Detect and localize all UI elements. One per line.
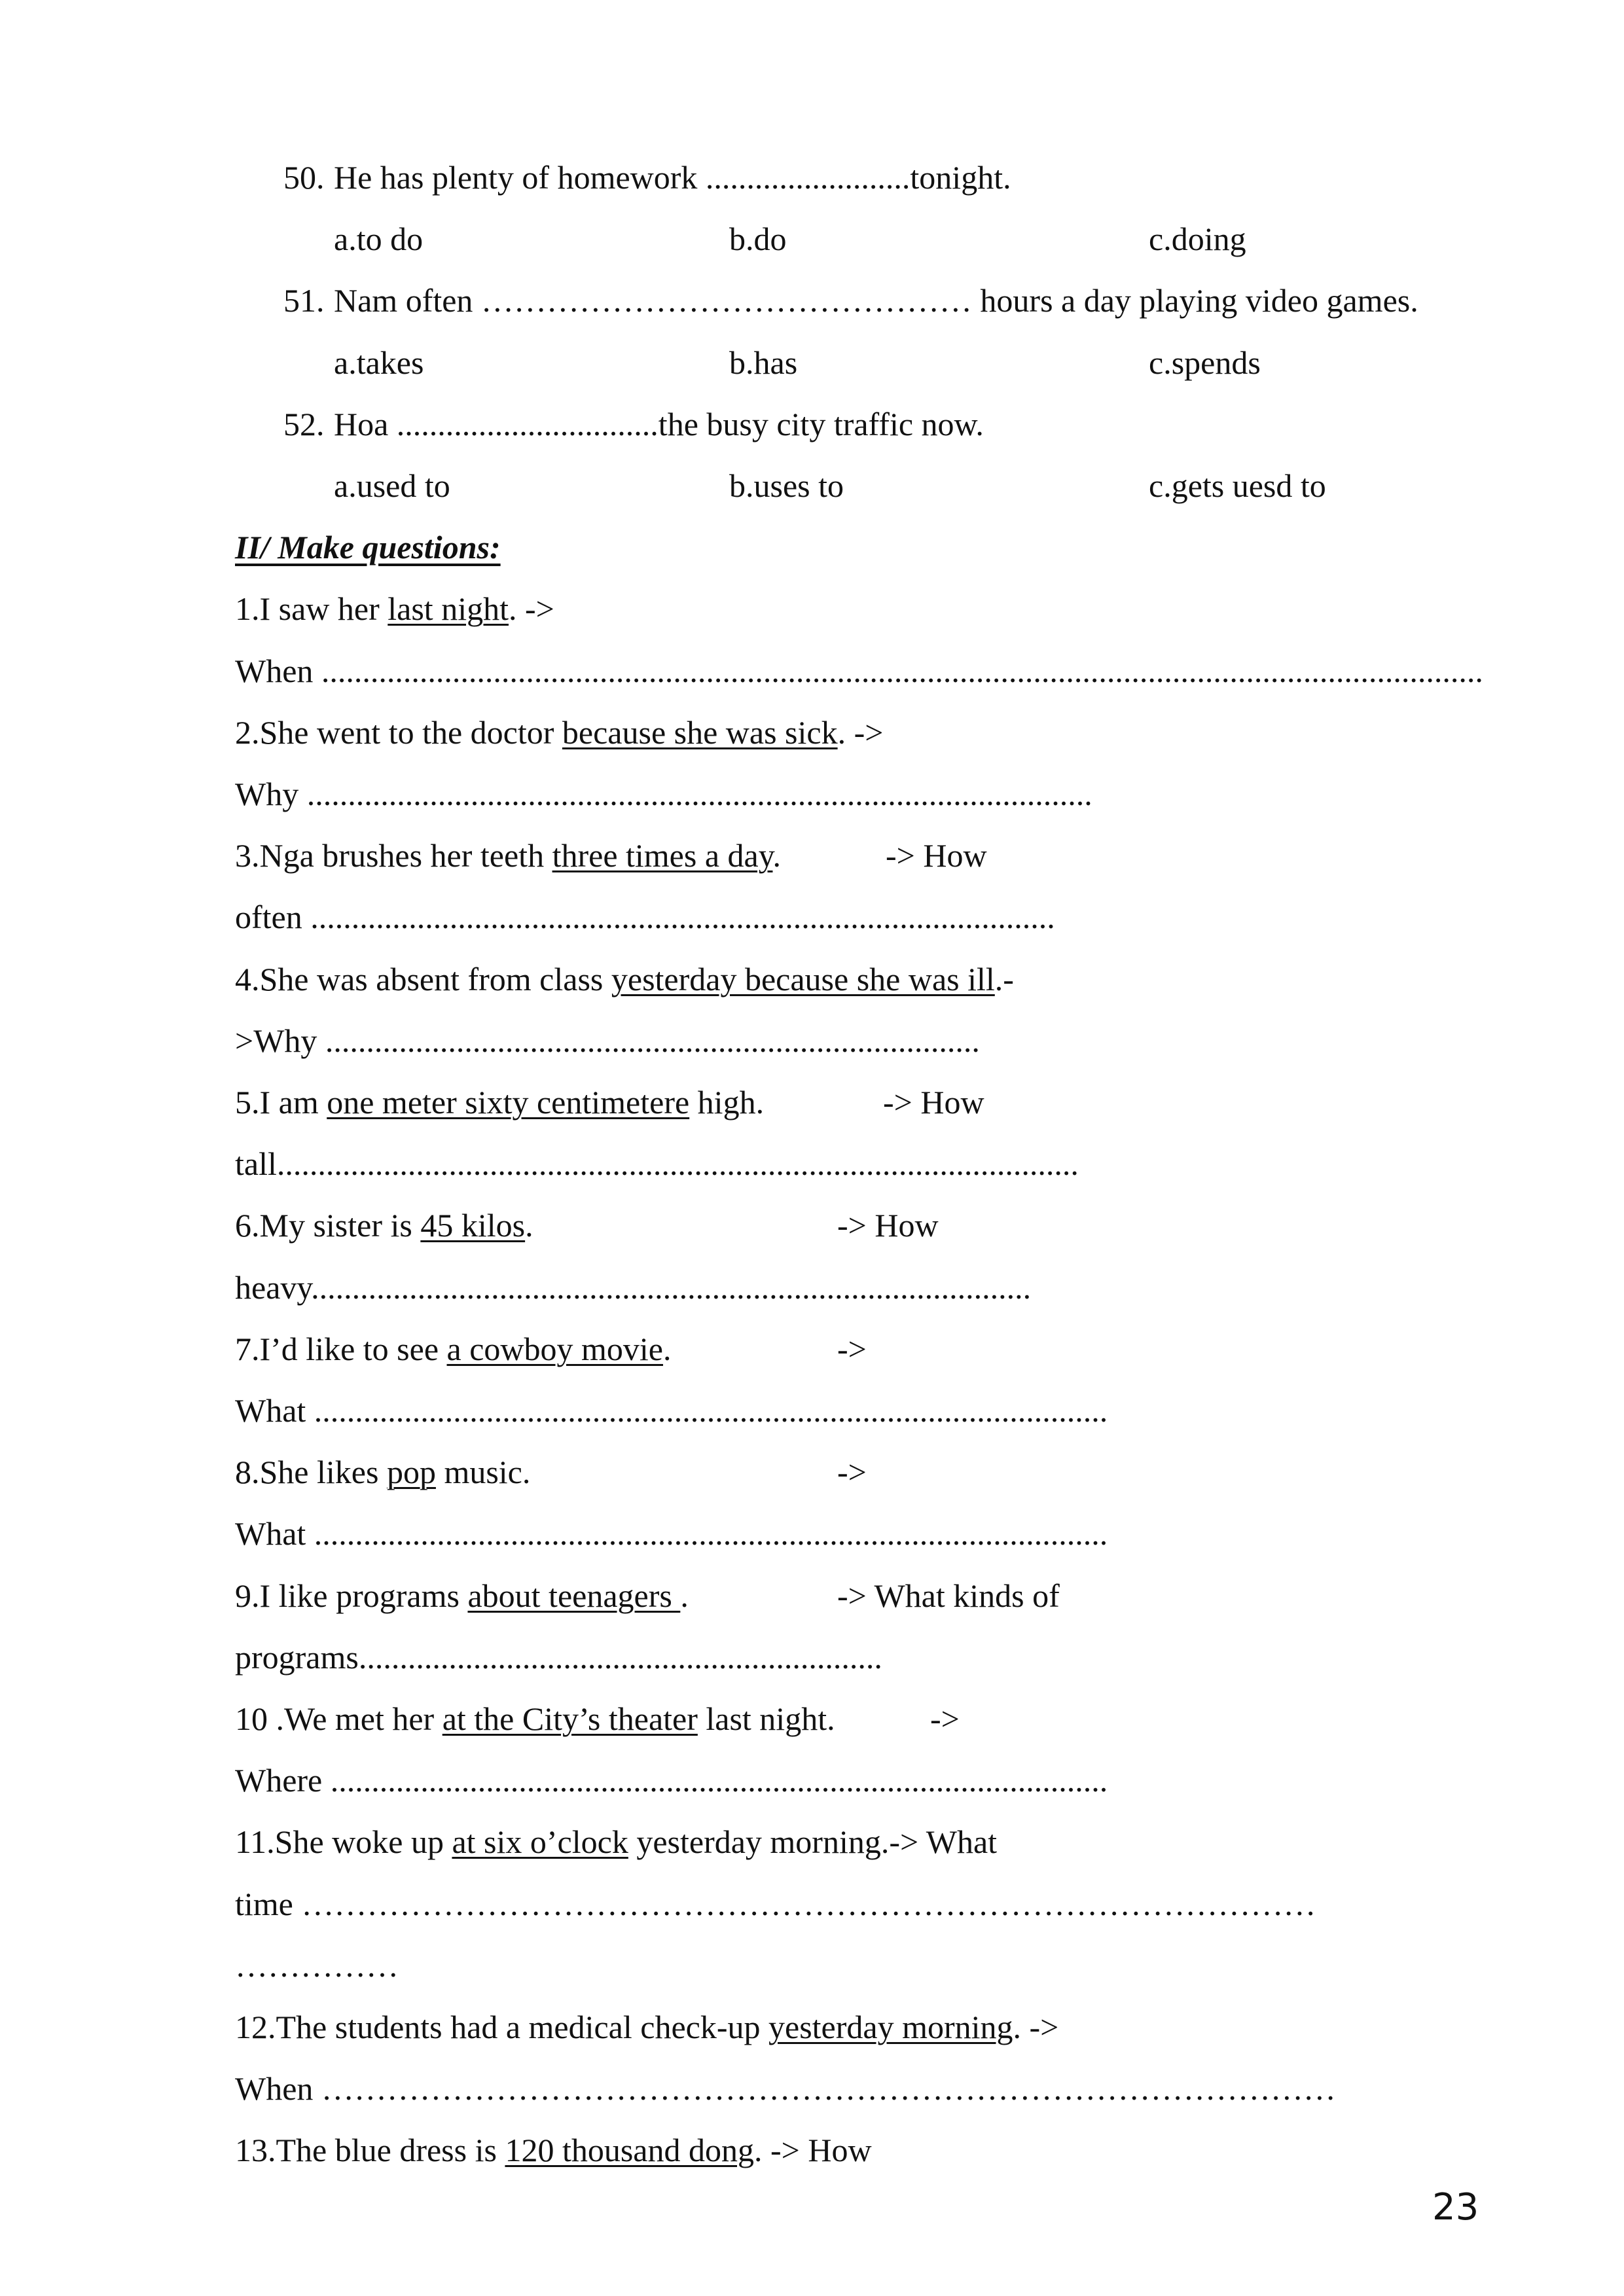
answer-blank[interactable]: >Why ................................................................................: [235, 1022, 980, 1059]
answer-line: [235, 1873, 1316, 1935]
option-c[interactable]: c.doing: [1149, 221, 1246, 258]
option-a[interactable]: a.to do: [334, 221, 424, 258]
answer-blank[interactable]: time …………………………………………………………………………………: [235, 1885, 1316, 1922]
underlined-phrase: a cowboy movie: [446, 1330, 663, 1367]
question-prompt: [235, 1318, 1624, 1380]
option-a[interactable]: a.takes: [334, 344, 424, 381]
prompt-suffix: .: [525, 1207, 533, 1244]
arrow-hint: ->: [837, 1330, 867, 1367]
prompt-suffix: . ->: [837, 713, 884, 751]
prompt-text: 1.I saw her: [235, 590, 388, 628]
prompt-suffix: yesterday morning.-> What: [628, 1823, 998, 1861]
underlined-phrase: three times a day: [552, 837, 773, 874]
option-b[interactable]: b.has: [729, 344, 798, 381]
underlined-phrase: 120 thousand dong: [505, 2132, 754, 2169]
prompt-text: 6.My sister is: [235, 1207, 421, 1244]
prompt-suffix: . ->: [508, 590, 554, 628]
question-prompt: [235, 2119, 1624, 2181]
question-prompt: [235, 1565, 1624, 1626]
arrow-hint: ->: [837, 1454, 867, 1491]
option-b[interactable]: b.do: [729, 221, 787, 258]
question-prompt: [235, 948, 1624, 1010]
underlined-phrase: one meter sixty centimetere: [327, 1084, 690, 1121]
question-number: 51.: [283, 282, 325, 319]
question-prompt: [235, 1441, 1624, 1503]
answer-blank[interactable]: Why ................................................................................................: [235, 776, 1092, 812]
answer-line: [235, 1380, 1108, 1441]
section-title: II/ Make questions:: [235, 529, 501, 566]
arrow-hint: ->: [930, 1700, 960, 1737]
answer-blank[interactable]: When …………………………………………………………………………………: [235, 2070, 1336, 2108]
prompt-text: 8.She likes: [235, 1454, 387, 1491]
prompt-text: 13.The blue dress is: [235, 2132, 505, 2169]
prompt-suffix: .: [662, 1330, 672, 1367]
question-number: 50.: [283, 159, 325, 196]
question-text: Hoa ................................the busy city traffic now.: [334, 405, 984, 442]
answer-line: [235, 1749, 1108, 1811]
prompt-text: 4.She was absent from class: [235, 960, 611, 997]
underlined-phrase: yesterday because she was ill: [611, 960, 995, 997]
answer-line: [235, 886, 1055, 948]
underlined-phrase: because she was sick: [562, 713, 838, 751]
prompt-suffix: music.: [435, 1454, 531, 1491]
mc-question: [0, 147, 1624, 208]
prompt-suffix: .: [680, 1577, 689, 1614]
arrow-hint: -> What kinds of: [837, 1577, 1060, 1614]
prompt-text: 7.I’d like to see: [235, 1330, 447, 1367]
answer-blank[interactable]: Where ...............................................................................................: [235, 1762, 1108, 1799]
arrow-hint: -> How: [883, 1084, 984, 1121]
answer-line: [235, 1503, 1108, 1564]
answer-line: [235, 1257, 1031, 1318]
answer-blank[interactable]: heavy........................................................................................: [235, 1268, 1032, 1306]
arrow-hint: -> How: [886, 837, 987, 874]
answer-line: [235, 1010, 980, 1071]
question-prompt: [235, 1688, 1624, 1749]
option-c[interactable]: c.gets uesd to: [1149, 467, 1326, 504]
answer-line: [235, 1935, 399, 1996]
mc-question: [0, 393, 1624, 455]
prompt-suffix: high.: [689, 1084, 765, 1121]
section-heading: [235, 516, 501, 578]
prompt-text: 2.She went to the doctor: [235, 713, 562, 751]
page-number: 23: [1432, 2186, 1479, 2229]
question-prompt: [235, 825, 1624, 886]
mc-options: [0, 332, 1624, 393]
question-prompt: [235, 1194, 1624, 1256]
prompt-text: 11.She woke up: [235, 1823, 452, 1861]
underlined-phrase: at six o’clock: [452, 1823, 628, 1861]
prompt-suffix: .-: [994, 960, 1014, 997]
answer-blank[interactable]: When ..............................................................................................................................................: [235, 652, 1483, 689]
answer-blank[interactable]: What .................................................................................................: [235, 1392, 1108, 1429]
answer-blank[interactable]: What .................................................................................................: [235, 1515, 1108, 1552]
answer-blank[interactable]: often ...........................................................................................: [235, 899, 1055, 936]
answer-line: [235, 1133, 1079, 1194]
question-prompt: [235, 578, 1624, 639]
question-number: 52.: [283, 405, 325, 442]
question-prompt: [235, 1996, 1624, 2058]
prompt-suffix: . -> How: [753, 2132, 872, 2169]
question-prompt: [235, 1071, 1624, 1133]
underlined-phrase: about teenagers: [467, 1577, 681, 1614]
underlined-phrase: pop: [386, 1454, 436, 1491]
question-text: He has plenty of homework .........................tonight.: [334, 159, 1011, 196]
prompt-suffix: last night.: [697, 1700, 835, 1737]
question-prompt: [235, 702, 1624, 763]
question-text: Nam often ……………………………………… hours a day playing video games.: [334, 282, 1418, 319]
answer-blank[interactable]: ……………: [235, 1946, 399, 1984]
underlined-phrase: 45 kilos: [420, 1207, 526, 1244]
underlined-phrase: yesterday morning: [768, 2009, 1013, 2045]
prompt-text: 12.The students had a medical check-up: [235, 2009, 768, 2045]
prompt-suffix: . ->: [1013, 2009, 1059, 2045]
prompt-suffix: .: [772, 837, 781, 874]
option-a[interactable]: a.used to: [334, 467, 450, 504]
answer-blank[interactable]: programs................................................................: [235, 1638, 882, 1676]
arrow-hint: -> How: [837, 1207, 939, 1244]
prompt-text: 3.Nga brushes her teeth: [235, 837, 552, 874]
answer-line: [235, 1626, 882, 1688]
prompt-text: 10 .We met her: [235, 1700, 442, 1737]
mc-options: [0, 208, 1624, 270]
option-b[interactable]: b.uses to: [729, 467, 844, 504]
answer-line: [235, 640, 1483, 702]
mc-options: [0, 455, 1624, 516]
underlined-phrase: at the City’s theater: [442, 1700, 698, 1737]
underlined-phrase: last night: [388, 590, 509, 628]
answer-line: [235, 2058, 1336, 2119]
prompt-text: 9.I like programs: [235, 1577, 468, 1614]
answer-blank[interactable]: tall..................................................................................................: [235, 1145, 1079, 1183]
answer-line: [235, 763, 1092, 825]
question-prompt: [235, 1811, 1624, 1873]
mc-question: [0, 270, 1624, 331]
option-c[interactable]: c.spends: [1149, 344, 1261, 381]
prompt-text: 5.I am: [235, 1084, 327, 1121]
